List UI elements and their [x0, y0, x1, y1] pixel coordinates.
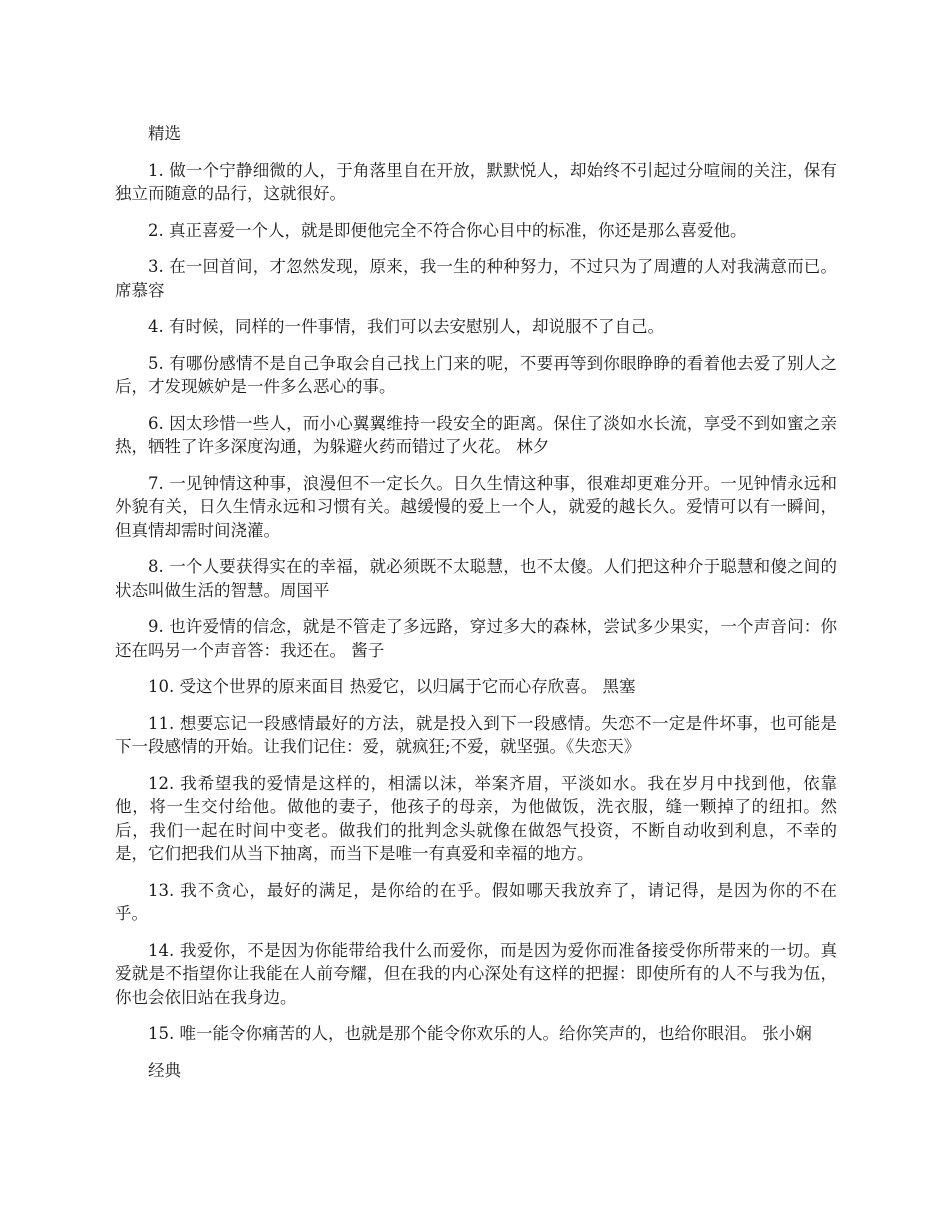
quote-paragraph: 15. 唯一能令你痛苦的人，也就是那个能令你欢乐的人。给你笑声的，也给你眼泪。 张小娴	[148, 1024, 812, 1043]
quote-paragraph: 7. 一见钟情这种事，浪漫但不一定长久。日久生情这种事，很难却更难分开。一见钟情永远和外貌有关，日久生情永远和习惯有关。越缓慢的爱上一个人，就爱的越长久。爱情可以有一瞬间，但真情却需时间浇灌。	[115, 473, 837, 540]
quote-paragraph: 4. 有时候，同样的一件事情，我们可以去安慰别人，却说服不了自己。	[148, 317, 664, 336]
quote-paragraph: 9. 也许爱情的信念，就是不管走了多远路，穿过多大的森林，尝试多少果实，一个声音问：你还在吗另一个声音答：我还在。 酱子	[115, 617, 837, 660]
quote-paragraph: 8. 一个人要获得实在的幸福，就必须既不太聪慧，也不太傻。人们把这种介于聪慧和傻之间的状态叫做生活的智慧。周国平	[115, 557, 837, 600]
quote-paragraph: 2. 真正喜爱一个人，就是即便他完全不符合你心目中的标准，你还是那么喜爱他。	[148, 220, 747, 240]
quote-paragraph: 3. 在一回首间，才忽然发现，原来，我一生的种种努力，不过只为了周遭的人对我满意而已。 席慕容	[115, 257, 837, 300]
document-body	[115, 122, 837, 1095]
quote-paragraph: 12. 我希望我的爱情是这样的，相濡以沫，举案齐眉，平淡如水。我在岁月中找到他，依靠他，将一生交付给他。做他的妻子，他孩子的母亲，为他做饭，洗衣服，缝一颗掉了的纽扣。然后，我们一起在时间中变老。做我们的批判念头就像在做怨气投资，不断自动收到利息，不幸的是，它们把我们从当下抽离，而当下是唯一有真爱和幸福的地方。	[115, 773, 837, 863]
quote-paragraph: 10. 受这个世界的原来面目 热爱它，以归属于它而心存欣喜。 黑塞	[148, 677, 636, 696]
quote-paragraph: 11. 想要忘记一段感情最好的方法，就是投入到下一段感情。失恋不一定是件坏事，也可能是下一段感情的开始。让我们记住：爱，就疯狂;不爱，就坚强。《失恋天》	[115, 713, 837, 756]
quote-paragraph: 13. 我不贪心，最好的满足，是你给的在乎。假如哪天我放弃了，请记得，是因为你的不在乎。	[115, 880, 837, 923]
quote-paragraph: 6. 因太珍惜一些人，而小心翼翼维持一段安全的距离。保住了淡如水长流，享受不到如蜜之亲热，牺牲了许多深度沟通，为躲避火药而错过了火花。 林夕	[115, 413, 837, 456]
section-heading-jingdian: 经典	[148, 1060, 181, 1080]
quote-paragraph: 5. 有哪份感情不是自己争取会自己找上门来的呢，不要再等到你眼睁睁的看着他去爱了别人之后，才发现嫉妒是一件多么恶心的事。	[115, 353, 837, 396]
quote-paragraph: 1. 做一个宁静细微的人，于角落里自在开放，默默悦人，却始终不引起过分喧闹的关注，保有独立而随意的品行，这就很好。	[115, 160, 837, 203]
quote-paragraph: 14. 我爱你，不是因为你能带给我什么而爱你，而是因为爱你而准备接受你所带来的一切。真爱就是不指望你让我能在人前夸耀，但在我的内心深处有这样的把握：即使所有的人不与我为伍，你也会依旧站在我身边。	[115, 940, 837, 1007]
section-heading-jingxuan: 精选	[148, 124, 181, 143]
